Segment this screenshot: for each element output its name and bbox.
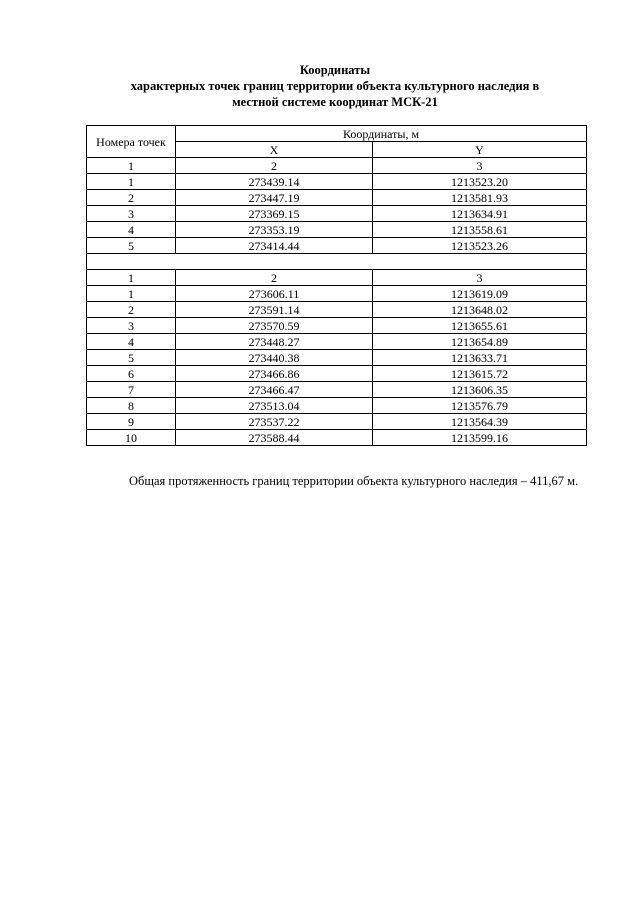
x-coordinate-cell: 273369.15 — [176, 206, 373, 222]
y-coordinate-cell: 1213654.89 — [373, 334, 587, 350]
point-number-cell: 5 — [87, 238, 176, 254]
y-coordinate-cell: 3 — [373, 270, 587, 286]
x-coordinate-cell: 2 — [176, 270, 373, 286]
table-row — [87, 222, 587, 238]
table-row — [87, 366, 587, 382]
table-row — [87, 238, 587, 254]
y-coordinate-cell: 1213648.02 — [373, 302, 587, 318]
x-coordinate-cell: 273440.38 — [176, 350, 373, 366]
table-row — [87, 302, 587, 318]
coordinates-table — [86, 125, 587, 446]
table-row — [87, 174, 587, 190]
header-point-numbers: Номера точек — [87, 126, 176, 158]
table-row — [87, 414, 587, 430]
column-index-row — [87, 158, 587, 174]
x-coordinate-cell: 273353.19 — [176, 222, 373, 238]
x-coordinate-cell: 273606.11 — [176, 286, 373, 302]
y-coordinate-cell: 1213606.35 — [373, 382, 587, 398]
y-coordinate-cell: 1213634.91 — [373, 206, 587, 222]
x-coordinate-cell: 273439.14 — [176, 174, 373, 190]
table-row — [87, 430, 587, 446]
y-coordinate-cell: 3 — [373, 158, 587, 174]
x-coordinate-cell: 273414.44 — [176, 238, 373, 254]
table-row — [87, 334, 587, 350]
table-row — [87, 350, 587, 366]
point-number-cell: 3 — [87, 318, 176, 334]
table-row — [87, 206, 587, 222]
x-coordinate-cell: 273466.47 — [176, 382, 373, 398]
document-title — [85, 62, 585, 110]
y-coordinate-cell: 1213599.16 — [373, 430, 587, 446]
point-number-cell: 4 — [87, 222, 176, 238]
title-line-3: местной системе координат МСК-21 — [232, 95, 438, 109]
y-coordinate-cell: 1213523.20 — [373, 174, 587, 190]
summary-paragraph — [86, 473, 586, 490]
title-line-2: характерных точек границ территории объекта культурного наследия в — [130, 79, 540, 93]
table-row — [87, 398, 587, 414]
section-separator-row — [87, 254, 587, 270]
point-number-cell: 1 — [87, 158, 176, 174]
y-coordinate-cell: 1213615.72 — [373, 366, 587, 382]
y-coordinate-cell: 1213633.71 — [373, 350, 587, 366]
point-number-cell: 4 — [87, 334, 176, 350]
point-number-cell: 3 — [87, 206, 176, 222]
point-number-cell: 1 — [87, 174, 176, 190]
table-row — [87, 190, 587, 206]
x-coordinate-cell: 273537.22 — [176, 414, 373, 430]
point-number-cell: 7 — [87, 382, 176, 398]
summary-text: Общая протяженность границ территории объекта культурного наследия – 411,67 м. — [129, 474, 579, 488]
header-coordinates: Координаты, м — [176, 126, 587, 142]
point-number-cell: 2 — [87, 190, 176, 206]
table-row — [87, 286, 587, 302]
y-coordinate-cell: 1213655.61 — [373, 318, 587, 334]
x-coordinate-cell: 273588.44 — [176, 430, 373, 446]
point-number-cell: 6 — [87, 366, 176, 382]
x-coordinate-cell: 273591.14 — [176, 302, 373, 318]
header-y: Y — [373, 142, 587, 158]
point-number-cell: 9 — [87, 414, 176, 430]
y-coordinate-cell: 1213564.39 — [373, 414, 587, 430]
y-coordinate-cell: 1213576.79 — [373, 398, 587, 414]
point-number-cell: 2 — [87, 302, 176, 318]
x-coordinate-cell: 273448.27 — [176, 334, 373, 350]
y-coordinate-cell: 1213558.61 — [373, 222, 587, 238]
y-coordinate-cell: 1213581.93 — [373, 190, 587, 206]
point-number-cell: 10 — [87, 430, 176, 446]
column-index-row — [87, 270, 587, 286]
title-line-1: Координаты — [299, 63, 371, 77]
x-coordinate-cell: 273466.86 — [176, 366, 373, 382]
x-coordinate-cell: 273513.04 — [176, 398, 373, 414]
table-row — [87, 318, 587, 334]
x-coordinate-cell: 273447.19 — [176, 190, 373, 206]
point-number-cell: 1 — [87, 286, 176, 302]
y-coordinate-cell: 1213523.26 — [373, 238, 587, 254]
point-number-cell: 5 — [87, 350, 176, 366]
x-coordinate-cell: 2 — [176, 158, 373, 174]
separator-cell — [87, 254, 587, 270]
point-number-cell: 8 — [87, 398, 176, 414]
y-coordinate-cell: 1213619.09 — [373, 286, 587, 302]
header-row-1 — [87, 126, 587, 142]
table-row — [87, 382, 587, 398]
point-number-cell: 1 — [87, 270, 176, 286]
x-coordinate-cell: 273570.59 — [176, 318, 373, 334]
header-x: X — [176, 142, 373, 158]
